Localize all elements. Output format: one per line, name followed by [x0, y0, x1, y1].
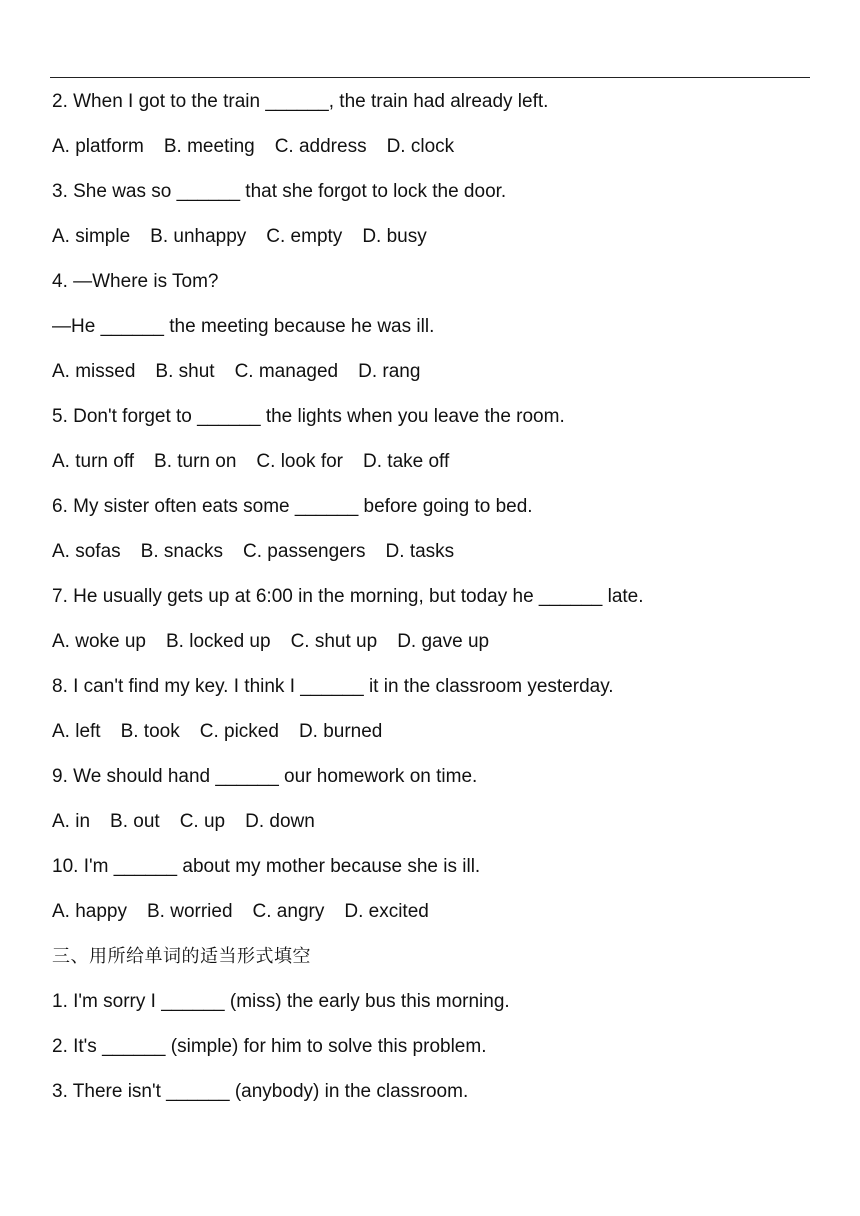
- question-line: 6. My sister often eats some ______ before going to bed.: [52, 496, 533, 517]
- options-line: [52, 133, 812, 178]
- option-b: B. worried: [147, 901, 233, 922]
- option-c: C. passengers: [243, 541, 366, 562]
- option-b: B. unhappy: [150, 226, 247, 247]
- worksheet-body: [52, 88, 812, 1123]
- option-a: A. left: [52, 721, 101, 742]
- question-line: 7. He usually gets up at 6:00 in the morning, but today he ______ late.: [52, 586, 644, 607]
- options-line: [52, 808, 812, 853]
- option-b: B. turn on: [154, 451, 237, 472]
- question-line: —He ______ the meeting because he was ill.: [52, 316, 435, 337]
- option-d: D. tasks: [385, 541, 455, 562]
- option-a: A. turn off: [52, 451, 135, 472]
- section-heading: 三、用所给单词的适当形式填空: [52, 946, 311, 967]
- header-rule: [50, 77, 810, 78]
- question-line: 3. She was so ______ that she forgot to lock the door.: [52, 181, 507, 202]
- question-line: 8. I can't find my key. I think I ______ it in the classroom yesterday.: [52, 676, 614, 697]
- option-a: A. happy: [52, 901, 127, 922]
- options-line: [52, 538, 812, 583]
- option-a: A. simple: [52, 226, 131, 247]
- option-b: B. meeting: [163, 136, 255, 157]
- option-d: D. take off: [363, 451, 450, 472]
- options-line: [52, 898, 812, 943]
- question-line: 4. —Where is Tom?: [52, 271, 219, 292]
- option-a: A. platform: [52, 136, 144, 157]
- option-a: A. missed: [52, 361, 136, 382]
- option-a: A. sofas: [52, 541, 121, 562]
- option-c: C. up: [179, 811, 226, 832]
- option-b: B. shut: [155, 361, 215, 382]
- question-line: 1. I'm sorry I ______ (miss) the early bus this morning.: [52, 991, 510, 1012]
- option-d: D. clock: [386, 136, 455, 157]
- options-line: [52, 358, 812, 403]
- option-a: A. in: [52, 811, 91, 832]
- option-c: C. address: [274, 136, 367, 157]
- options-line: [52, 448, 812, 493]
- option-d: D. down: [245, 811, 315, 832]
- option-b: B. out: [110, 811, 160, 832]
- option-c: C. managed: [234, 361, 339, 382]
- options-line: [52, 628, 812, 673]
- option-d: D. burned: [298, 721, 383, 742]
- option-d: D. excited: [344, 901, 429, 922]
- option-a: A. woke up: [52, 631, 146, 652]
- option-b: B. locked up: [166, 631, 271, 652]
- option-c: C. shut up: [290, 631, 378, 652]
- question-line: 10. I'm ______ about my mother because she is ill.: [52, 856, 481, 877]
- option-c: C. angry: [252, 901, 325, 922]
- options-line: [52, 223, 812, 268]
- question-line: 2. When I got to the train ______, the train had already left.: [52, 91, 549, 112]
- option-c: C. empty: [266, 226, 343, 247]
- option-c: C. look for: [256, 451, 344, 472]
- question-line: 9. We should hand ______ our homework on time.: [52, 766, 478, 787]
- option-b: B. snacks: [140, 541, 224, 562]
- option-d: D. busy: [362, 226, 427, 247]
- question-line: 3. There isn't ______ (anybody) in the classroom.: [52, 1081, 469, 1102]
- option-d: D. rang: [358, 361, 421, 382]
- option-d: D. gave up: [397, 631, 490, 652]
- question-line: 2. It's ______ (simple) for him to solve this problem.: [52, 1036, 487, 1057]
- option-c: C. picked: [199, 721, 279, 742]
- option-b: B. took: [120, 721, 180, 742]
- question-line: 5. Don't forget to ______ the lights when you leave the room.: [52, 406, 565, 427]
- options-line: [52, 718, 812, 763]
